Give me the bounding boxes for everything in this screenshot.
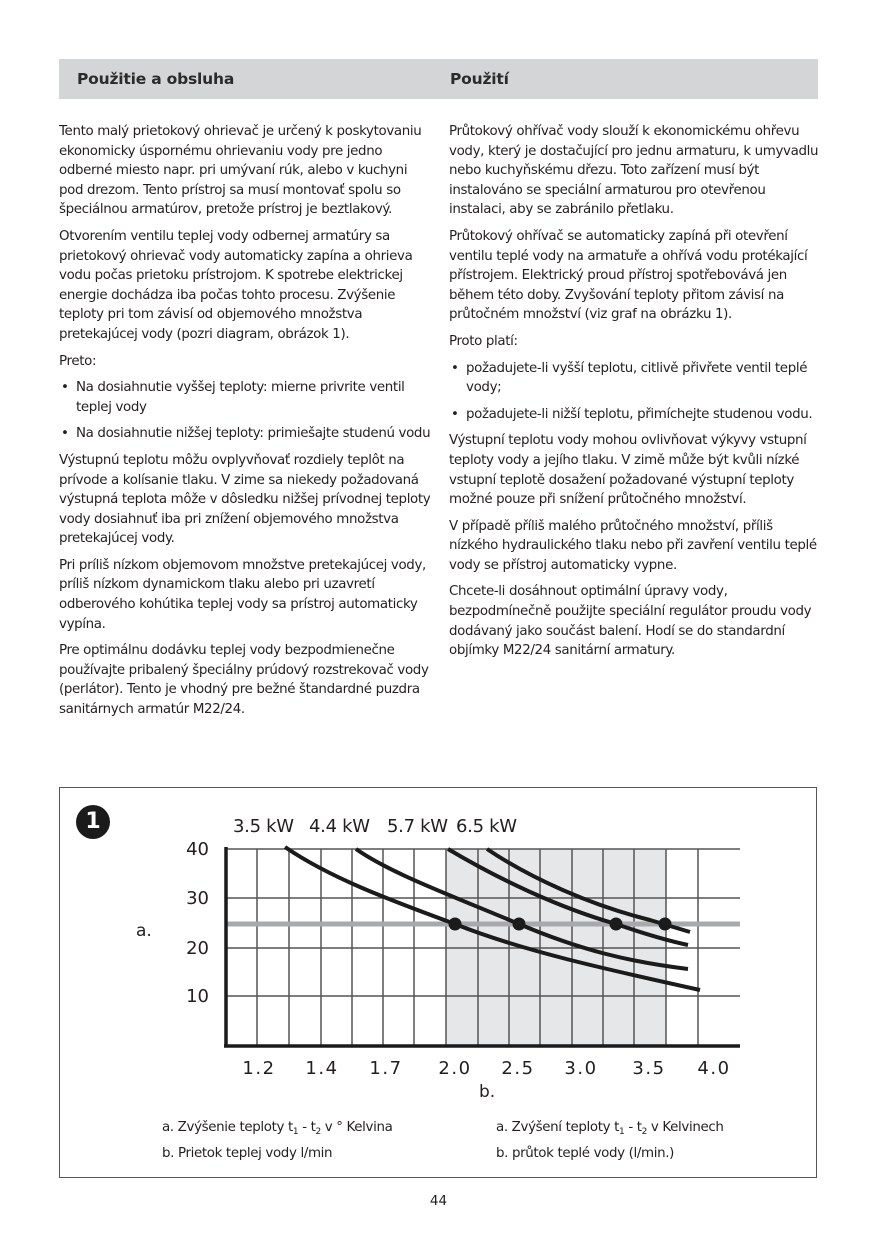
paragraph: Výstupní teplotu vody mohou ovlivňovat výkyvy vstupní teploty vody a jejího tlaku. V zimě může být kvůli nízké vstupní teplotě dosažení požadované výstupní teploty možné pouze při snížení průtočného množství. (449, 433, 807, 508)
paragraph: Pri príliš nízkom objemovom množstve pretekajúcej vody, príliš nízkom dynamickom tlaku alebo pri uzavretí odberového kohútika teplej vody sa prístroj automaticky vypína. (59, 557, 426, 632)
y-axis-label: a. (136, 921, 152, 941)
marker-5-7kw (610, 918, 623, 931)
x-tick: 1.4 (305, 1058, 339, 1079)
x-tick: 1.2 (242, 1058, 276, 1079)
legend-a-slovak: a. Zvýšenie teploty $t_1 - t_2$ v ° Kelvina (162, 1120, 393, 1137)
bullet-icon: • (451, 360, 459, 376)
paragraph: Průtokový ohřívač se automaticky zapíná při otevření ventilu teplé vody na armatuře a ohřívá vodu protékající přístrojem. Elektrický proud přístroj spotřebovává jen během této doby. Zvyšování teploty přitom závisí na průtočném množství (viz graf na obrázku 1). (449, 228, 808, 323)
figure-number-badge: 1 (76, 805, 110, 839)
paragraph: Preto: (59, 353, 97, 369)
paragraph: Průtokový ohřívač vody slouží k ekonomickému ohřevu vody, který je dostačující pro jednu armaturu, k umyvadlu nebo kuchyňskému dřezu. Toto zařízení musí být instalováno se speciální armaturou pro otevřenou instalaci, aby se zabránilo přetlaku. (449, 124, 819, 218)
marker-6-5kw (659, 918, 672, 931)
header-title-czech: Použití (450, 70, 509, 88)
bullet-icon: • (61, 380, 69, 396)
series-label-5-7kw: 5.7 kW (387, 816, 448, 837)
list-item: • Na dosiahnutie vyššej teploty: mierne privrite ventil teplej vody (61, 380, 405, 415)
x-tick: 2.5 (501, 1058, 535, 1079)
series-label-3-5kw: 3.5 kW (233, 816, 294, 837)
header-title-slovak: Použitie a obsluha (77, 70, 235, 88)
paragraph: Proto platí: (449, 333, 518, 349)
legend-b-czech: b. průtok teplé vody (l/min.) (496, 1146, 674, 1161)
paragraph: Otvorením ventilu teplej vody odbernej armatúry sa prietokový ohrievač vody automaticky zapína a ohrieva vodu počas prietoku prístrojom. K spotrebe elektrickej energie dochádza iba počas tohto procesu. Zvýšenie teploty pri tom závisí od objemového množstva pretekajúcej vody (pozri diagram, obrázok 1). (59, 228, 413, 342)
series-label-4-4kw: 4.4 kW (309, 816, 370, 837)
series-label-6-5kw: 6.5 kW (456, 816, 517, 837)
x-tick: 1.7 (369, 1058, 403, 1079)
x-tick: 4.0 (697, 1058, 731, 1079)
marker-4-4kw (513, 918, 526, 931)
x-tick: 2.0 (438, 1058, 472, 1079)
paragraph: Pre optimálnu dodávku teplej vody bezpodmienečne používajte pribalený špeciálny prúdový rozstrekovač vody (perlátor). Tento je vhodný pre bežné štandardné puzdra sanitárnych armatúr M22/24. (59, 643, 429, 718)
list-item: • požadujete-li vyšší teplotu, citlivě přivřete ventil teplé vody; (451, 360, 808, 396)
y-tick-20: 20 (186, 938, 209, 959)
list-item: • požadujete-li nižší teplotu, přimíchejte studenou vodu. (449, 405, 821, 425)
bullet-icon: • (451, 406, 459, 422)
y-tick-10: 10 (186, 986, 209, 1007)
list-item: • Na dosiahnutie nižšej teploty: primiešajte studenú vodu (59, 424, 431, 444)
bullet-icon: • (61, 426, 69, 442)
legend-a-czech: a. Zvýšení teploty $t_1 - t_2$ v Kelvinech (496, 1120, 724, 1137)
y-tick-40: 40 (186, 839, 209, 860)
y-tick-30: 30 (186, 888, 209, 909)
paragraph: Chcete-li dosáhnout optimální úpravy vody, bezpodmínečně použijte speciální regulátor proudu vody dodávaný jako součást balení. Hodí se do standardní objímky M22/24 sanitární armatury. (449, 584, 812, 659)
paragraph: Výstupnú teplotu môžu ovplyvňovať rozdiely teplôt na prívode a kolísanie tlaku. V zime sa niekedy požadovaná výstupná teplota môže v dôsledku nižšej prívodnej teploty vody dosiahnuť iba pri znížení objemového množstva pretekajúcej vody. (59, 452, 431, 547)
legend-b-slovak: b. Prietok teplej vody l/min (162, 1146, 333, 1161)
marker-3-5kw (449, 918, 462, 931)
x-tick: 3.5 (632, 1058, 666, 1079)
page-number: 44 (429, 1193, 448, 1209)
paragraph: V případě příliš malého průtočného množství, příliš nízkého hydraulického tlaku nebo při zavření ventilu teplé vody se přístroj automaticky vypne. (449, 518, 817, 573)
x-axis-label: b. (479, 1082, 496, 1102)
x-tick: 3.0 (564, 1058, 598, 1079)
paragraph: Tento malý prietokový ohrievač je určený k poskytovaniu ekonomicky úspornému ohrievaniu vody pre jedno odberné miesto napr. pri umývaní rúk, alebo v kuchyni pod drezom. Tento prístroj sa musí montovať spolu so špeciálnou armatúrov, pretože prístroj je beztlakový. (59, 124, 422, 218)
